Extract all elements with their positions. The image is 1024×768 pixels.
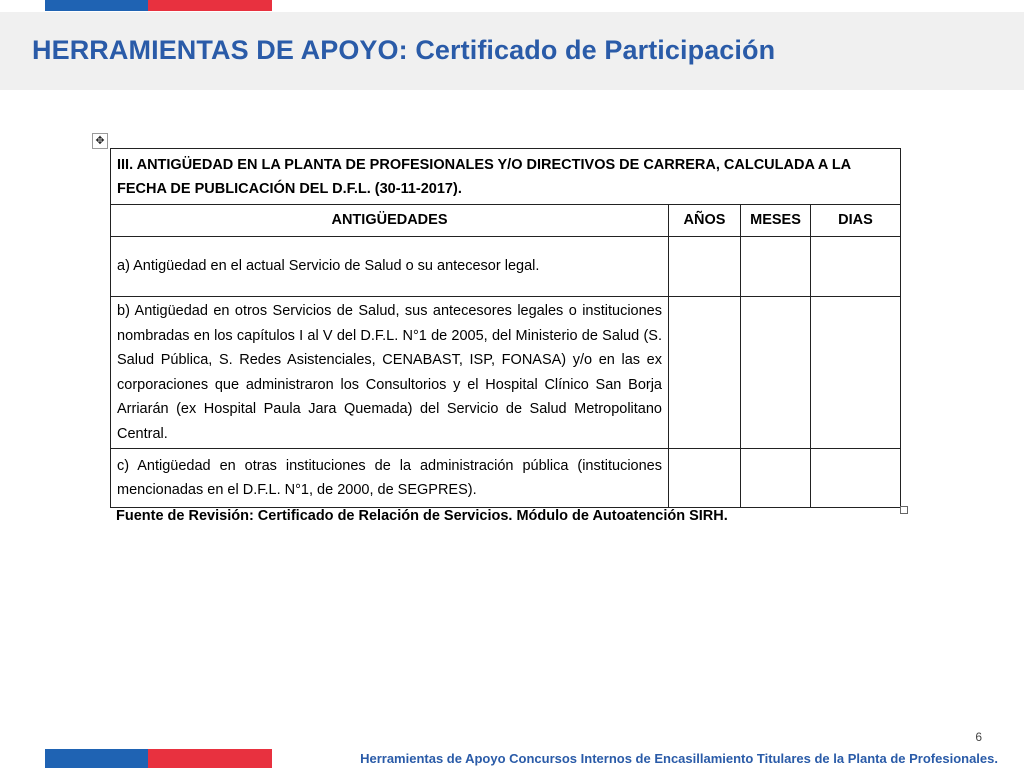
slide-title: HERRAMIENTAS DE APOYO: Certificado de Participación — [32, 35, 776, 65]
table-row — [111, 297, 901, 449]
cell-anos[interactable] — [669, 297, 741, 449]
row-description: b) Antigüedad en otros Servicios de Salud, sus antecesores legales o instituciones nombradas en los capítulos I al V del D.F.L. N°1 de 2005, del Ministerio de Salud (S. Salud Pública, S. Redes Asistenciales, CENABAST, ISP, FONASA) y/o en las ex corporaciones que administraron los Consultorios y el Hospital Clínico San Borja Arriarán (ex Hospital Paula Jara Quemada) del Servicio de Salud Metropolitano Central. — [111, 297, 669, 449]
column-header-meses: MESES — [741, 205, 811, 237]
footer-text: Herramientas de Apoyo Concursos Internos de Encasillamiento Titulares de la Planta de Profesionales. — [360, 751, 998, 766]
cell-meses[interactable] — [741, 237, 811, 297]
source-note: Fuente de Revisión: Certificado de Relación de Servicios. Módulo de Autoatención SIRH. — [116, 508, 728, 524]
bottom-accent-red — [148, 749, 272, 768]
top-accent-red — [148, 0, 272, 11]
table-resize-handle[interactable] — [900, 506, 908, 514]
top-accent-blue — [45, 0, 148, 11]
column-header-dias: DIAS — [811, 205, 901, 237]
seniority-table — [110, 148, 901, 508]
table-section-title: III. ANTIGÜEDAD EN LA PLANTA DE PROFESIONALES Y/O DIRECTIVOS DE CARRERA, CALCULADA A LA FECHA DE PUBLICACIÓN DEL D.F.L. (30-11-2017). — [111, 149, 901, 205]
cell-anos[interactable] — [669, 237, 741, 297]
page-number: 6 — [975, 730, 982, 744]
table-section-title-row — [111, 149, 901, 205]
table-row — [111, 237, 901, 297]
table-row — [111, 449, 901, 508]
cell-dias[interactable] — [811, 297, 901, 449]
move-arrows-icon[interactable]: ✥ — [92, 133, 108, 149]
cell-dias[interactable] — [811, 237, 901, 297]
bottom-accent-blue — [45, 749, 148, 768]
cell-anos[interactable] — [669, 449, 741, 508]
row-description: a) Antigüedad en el actual Servicio de Salud o su antecesor legal. — [111, 237, 669, 297]
column-header-anos: AÑOS — [669, 205, 741, 237]
cell-meses[interactable] — [741, 297, 811, 449]
table-header-row — [111, 205, 901, 237]
cell-meses[interactable] — [741, 449, 811, 508]
row-description: c) Antigüedad en otras instituciones de la administración pública (instituciones mencionadas en el D.F.L. N°1, de 2000, de SEGPRES). — [111, 449, 669, 508]
column-header-antiguedades: ANTIGÜEDADES — [111, 205, 669, 237]
cell-dias[interactable] — [811, 449, 901, 508]
